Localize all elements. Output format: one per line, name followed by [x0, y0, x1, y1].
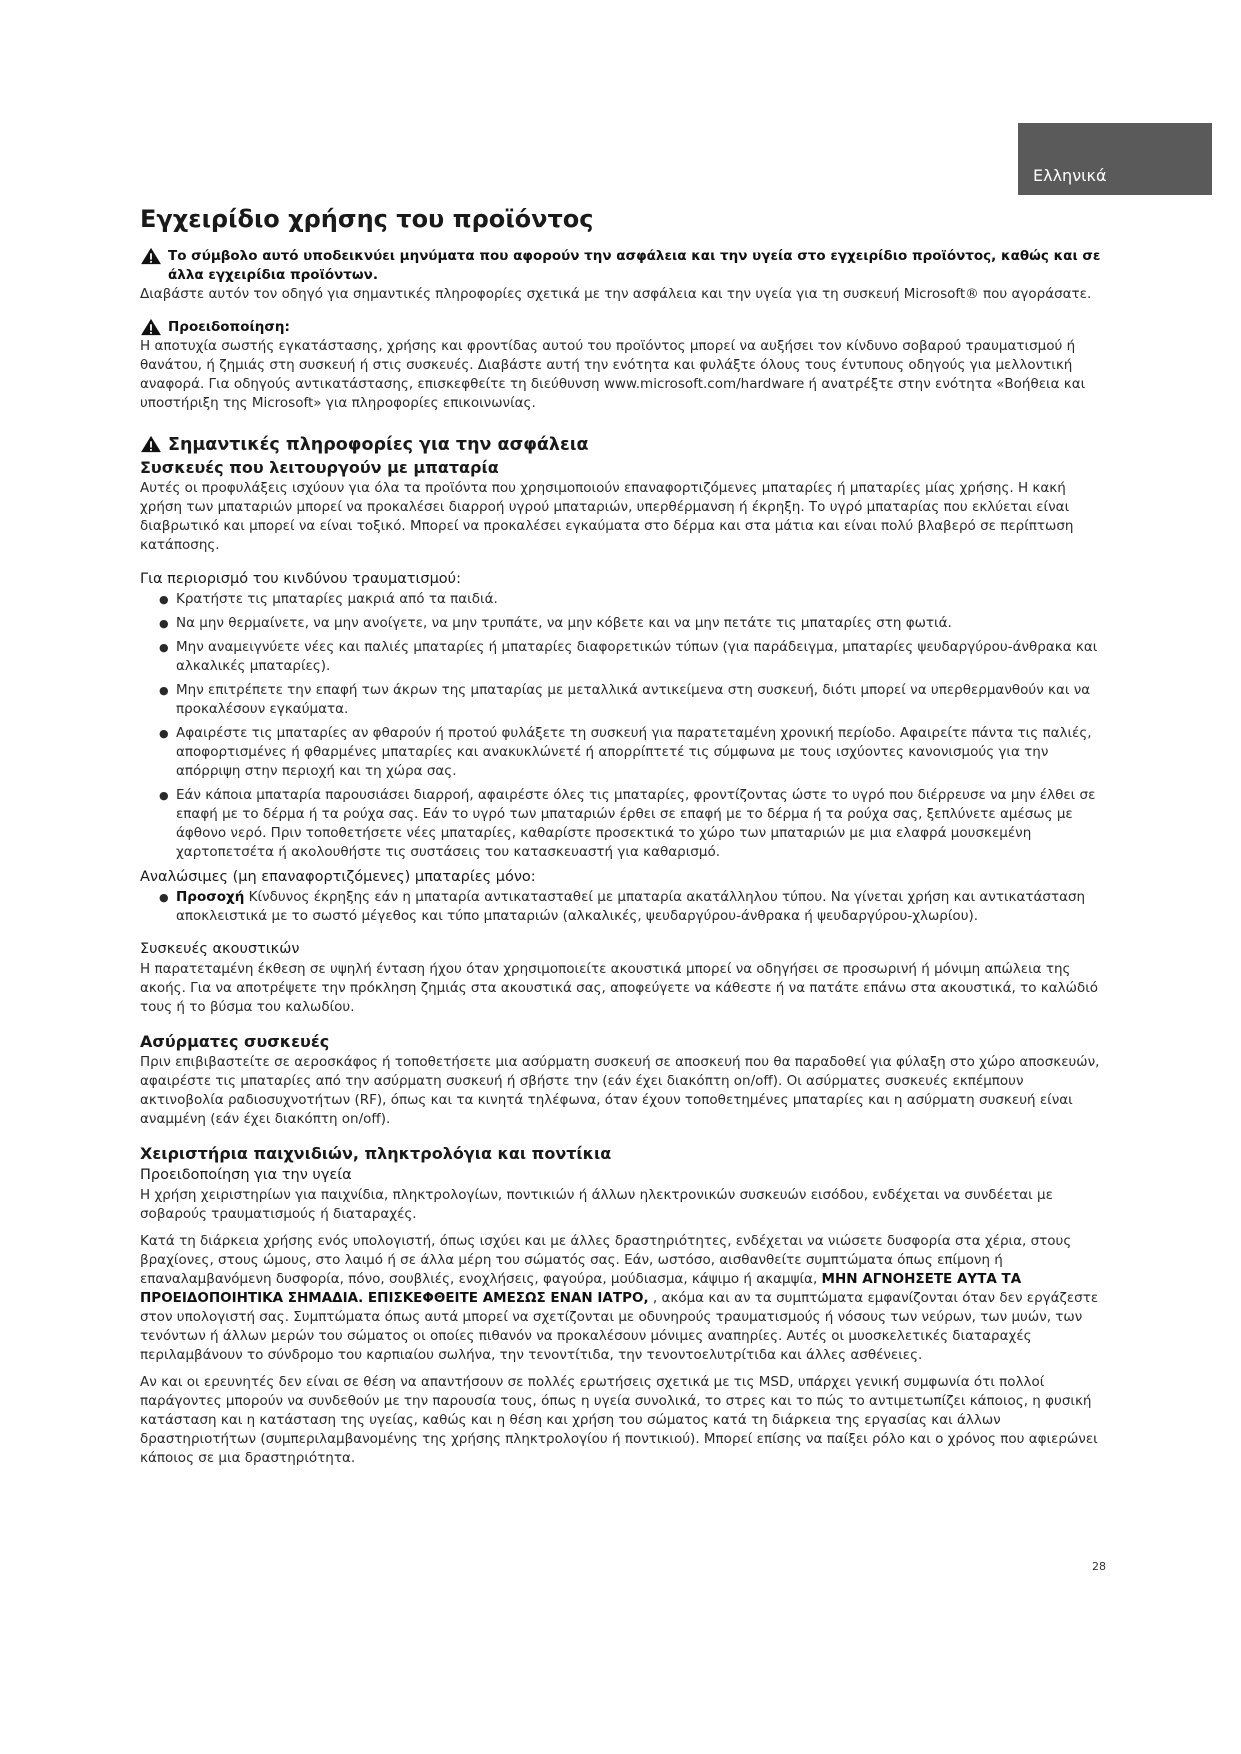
warning-triangle-icon — [140, 318, 162, 336]
msd-paragraph: Αν και οι ερευνητές δεν είναι σε θέση να απαντήσουν σε πολλές ερωτήσεις σχετικά με τις MSD, υπάρχει γενική συμφωνία ότι πολλοί παράγοντες μπορούν να συνδεθούν με την παρουσία τους, όπως η υγεία συνολικά, το στρες και το πώς το αντιμετωπίζει κάποιος, η φυσική κατάσταση και η κατάσταση της υγείας, καθώς και η θέση και χρήση του σώματος κατά τη διάρκεια της εργασίας και άλλων δραστηριοτήτων (συμπεριλαμβανομένης της χρήσης πληκτρολογίου ή ποντικιού). Μπορεί επίσης να παίξει ρόλο και ο χρόνος που αφιερώνει κάποιος σε μια δραστηριότητα. — [140, 1374, 1098, 1466]
intro-text: Διαβάστε αυτόν τον οδηγό για σημαντικές πληροφορίες σχετικά με την ασφάλεια και την υγεία για τη συσκευή Microsoft® που αγοράσατε. — [140, 286, 1092, 302]
warning-triangle-icon — [140, 435, 162, 453]
health-warning-text: Η χρήση χειριστηρίων για παιχνίδια, πληκτρολογίων, ποντικιών ή άλλων ηλεκτρονικών συσκευών εισόδου, ενδέχεται να συνδέεται με σοβαρούς τραυματισμούς ή διαταραχές. — [140, 1187, 1053, 1222]
list-item: ● Μην επιτρέπετε την επαφή των άκρων της μπαταρίας με μεταλλικά αντικείμενα στη συσκευή, διότι μπορεί να υπερθερμανθούν και να προκαλέσουν εγκαύματα. — [176, 681, 1110, 719]
list-item: ● Μην αναμειγνύετε νέες και παλιές μπαταρίες ή μπαταρίες διαφορετικών τύπων (για παράδειγμα, μπαταρίες ψευδαργύρου-άνθρακα και αλκαλικές μπαταρίες). — [176, 638, 1110, 676]
wireless-text: Πριν επιβιβαστείτε σε αεροσκάφος ή τοποθετήσετε μια ασύρματη συσκευή σε αποσκευή που θα παραδοθεί για φύλαξη στο χώρο αποσκευών, αφαιρέστε τις μπαταρίες από την ασύρματη συσκευή ή σβήστε την (εάν έχει διακόπτη on/off). Οι ασύρματες συσκευές εκπέμπουν ακτινοβολία ραδιοσυχνοτήτων (RF), όπως και τα κινητά τηλέφωνα, όταν έχουν τοποθετημένες μπαταρίες και η ασύρματη συσκευή είναι αναμμένη (εάν έχει διακόπτη on/off). — [140, 1054, 1100, 1127]
reduce-risk-list — [140, 590, 1110, 862]
list-item: ● Αφαιρέστε τις μπαταρίες αν φθαρούν ή προτού φυλάξετε τη συσκευή για παρατεταμένη χρονική περίοδο. Αφαιρείτε πάντα τις παλιές, αποφορτισμένες ή φθαρμένες μπαταρίες και ανακυκλώνετέ ή απορρίπτετέ τις σύμφωνα με τους ισχύοντες κανονισμούς για την απόρριψη στην περιοχή και τη χώρα σας. — [176, 724, 1110, 781]
reduce-risk-heading: Για περιορισμό του κινδύνου τραυματισμού: — [140, 571, 461, 587]
headset-heading: Συσκευές ακουστικών — [140, 941, 300, 957]
health-warning-heading: Προειδοποίηση για την υγεία — [140, 1167, 352, 1183]
list-item: ● Κρατήστε τις μπαταρίες μακριά από τα παιδιά. — [176, 590, 1110, 609]
symptoms-warning-bold: ΜΗΝ ΑΓΝΟΗΣΕΤΕ ΑΥΤΑ ΤΑ ΠΡΟΕΙΔΟΠΟΙΗΤΙΚΑ ΣΗΜΑΔΙΑ. ΕΠΙΣΚΕΦΘΕΙΤΕ ΑΜΕΣΩΣ ΕΝΑΝ ΙΑΤΡΟ, — [140, 1271, 1022, 1306]
controllers-heading: Χειριστήρια παιχνιδιών, πληκτρολόγια και ποντίκια — [140, 1144, 612, 1163]
warning-text: Η αποτυχία σωστής εγκατάστασης, χρήσης και φροντίδας αυτού του προϊόντος μπορεί να αυξήσει τον κίνδυνο σοβαρού τραυματισμού ή θανάτου, ή ζημιάς στη συσκευή ή στις συσκευές. Διαβάστε αυτή την ενότητα και φυλάξτε όλους τους έντυπους οδηγούς για μελλοντική αναφορά. Για οδηγούς αντικατάστασης, επισκεφθείτε τη διεύθυνση www.microsoft.com/hardware ή ανατρέξτε στην ενότητα «Βοήθεια και υποστήριξη της Microsoft» για πληροφορίες επικοινωνίας. — [140, 338, 1086, 411]
warning-triangle-icon — [140, 247, 162, 265]
warning-heading: Προειδοποίηση: — [168, 319, 290, 335]
caution-label: Προσοχή — [176, 889, 245, 905]
list-item: ● Να μην θερμαίνετε, να μην ανοίγετε, να μην τρυπάτε, να μην κόβετε και να μην πετάτε τις μπαταρίες στη φωτιά. — [176, 614, 1110, 633]
intro-bold-text: Το σύμβολο αυτό υποδεικνύει μηνύματα που αφορούν την ασφάλεια και την υγεία στο εγχειρίδιο προϊόντος, καθώς και σε άλλα εγχειρίδια προϊόντων. — [168, 248, 1101, 283]
warning-heading-row — [140, 318, 1110, 337]
document-body — [140, 205, 1110, 1468]
safety-heading-row — [140, 433, 1110, 457]
battery-text: Αυτές οι προφυλάξεις ισχύουν για όλα τα προϊόντα που χρησιμοποιούν επαναφορτιζόμενες μπαταρίες ή μπαταρίες μίας χρήσης. Η κακή χρήση των μπαταριών μπορεί να προκαλέσει διαρροή υγρού μπαταριών, υπερθέρμανση ή έκρηξη. Το υγρό μπαταρίας που εκλύεται είναι διαβρωτικό και μπορεί να είναι τοξικό. Μπορεί να προκαλέσει εγκαύματα στο δέρμα και στα μάτια και είναι πολύ βλαβερό σε περίπτωση κατάποσης. — [140, 480, 1074, 553]
headset-text: Η παρατεταμένη έκθεση σε υψηλή ένταση ήχου όταν χρησιμοποιείτε ακουστικά μπορεί να οδηγήσει σε προσωρινή ή μόνιμη απώλεια της ακοής. Για να αποτρέψετε την πρόκληση ζημιάς στα ακουστικά σας, αποφεύγετε να κάθεστε ή να πατάτε επάνω στα ακουστικά, το καλώδιό τους ή το βύσμα του καλωδίου. — [140, 961, 1099, 1015]
disposable-heading: Αναλώσιμες (μη επαναφορτιζόμενες) μπαταρίες μόνο: — [140, 869, 536, 885]
battery-heading: Συσκευές που λειτουργούν με μπαταρία — [140, 458, 499, 477]
safety-heading: Σημαντικές πληροφορίες για την ασφάλεια — [168, 435, 589, 455]
language-label: Ελληνικά — [1033, 166, 1107, 185]
list-item: ● Εάν κάποια μπαταρία παρουσιάσει διαρροή, αφαιρέστε όλες τις μπαταρίες, φροντίζοντας ώστε το υγρό που διέρρευσε να μην έλθει σε επαφή με το δέρμα ή τα ρούχα σας. Εάν το υγρό των μπαταριών έρθει σε επαφή με το δέρμα ή τα ρούχα σας, ξεπλύνετε αμέσως με άφθονο νερό. Πριν τοποθετήσετε νέες μπαταρίες, καθαρίστε προσεκτικά το χώρο των μπαταριών με μια ελαφρά μουσκεμένη χαρτοπετσέτα ή ακολουθήστε τις συστάσεις του κατασκευαστή για καθαρισμό. — [176, 786, 1110, 862]
page-number: 28 — [1092, 1560, 1106, 1573]
caution-text: Κίνδυνος έκρηξης εάν η μπαταρία αντικατασταθεί με μπαταρία ακατάλληλου τύπου. Να γίνεται χρήση και αντικατάσταση αποκλειστικά με το σωστό μέγεθος και τύπο μπαταριών (αλκαλικές, ψευδαργύρου-άνθρακα ή ψευδαργύρου-χλωρίου). — [176, 889, 1086, 924]
symptoms-text-end: , ακόμα και αν τα συμπτώματα εμφανίζονται όταν δεν εργάζεστε στον υπολογιστή σας. Συμπτώματα όπως αυτά μπορεί να σχετίζονται με οδυνηρούς τραυματισμούς ή νόσους των νεύρων, των μυών, των τενόντων ή άλλων μερών του σώματος οι οποίες πιθανόν να προκαλέσουν μόνιμες αναπηρίες. Αυτές οι μυοσκελετικές διαταραχές περιλαμβάνουν το σύνδρομο του καρπιαίου σωλήνα, την τενοντίτιδα, την τενοντοελυτρίτιδα και άλλες ασθένειες. — [140, 1290, 1099, 1363]
language-tab — [1018, 123, 1212, 195]
disposable-list — [140, 888, 1110, 926]
symptoms-paragraph — [140, 1232, 1110, 1365]
intro-notice — [140, 247, 1110, 285]
list-item — [176, 888, 1110, 926]
symptoms-text-start: Κατά τη διάρκεια χρήσης ενός υπολογιστή, όπως ισχύει και με άλλες δραστηριότητες, ενδέχεται να νιώσετε δυσφορία στα χέρια, στους βραχίονες, στους ώμους, στο λαιμό ή σε άλλα μέρη του σώματός σας. Εάν, ωστόσο, αισθανθείτε συμπτώματα όπως επίμονη ή επαναλαμβανόμενη δυσφορία, πόνο, σουβλιές, ενοχλήσεις, φαγούρα, μούδιασμα, κάψιμο ή ακαμψία, — [140, 1233, 1072, 1287]
wireless-heading: Ασύρματες συσκευές — [140, 1032, 330, 1051]
page-title: Εγχειρίδιο χρήσης του προϊόντος — [140, 205, 594, 233]
